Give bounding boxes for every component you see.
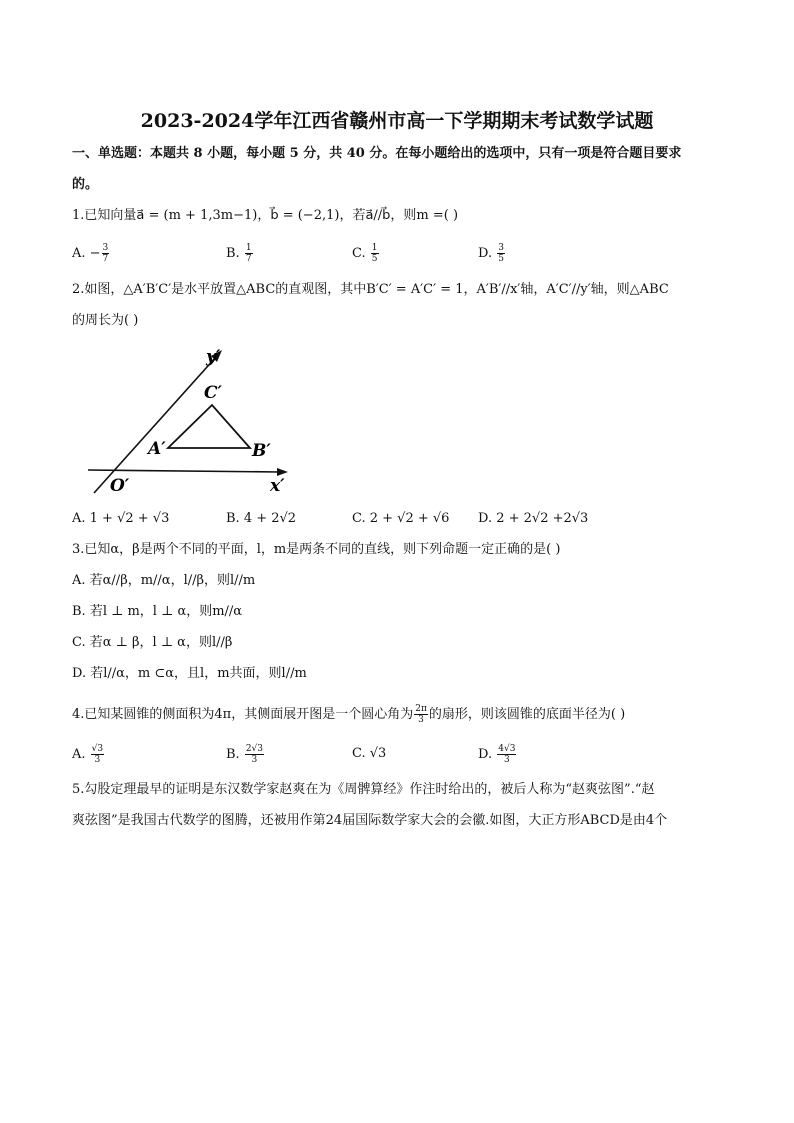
q2-option-d[interactable]: D. 2 + 2√2 +2√3 xyxy=(478,511,589,526)
q4-angle-fraction: $\frac{2\pi}{3}$ xyxy=(415,704,427,725)
q1-option-d[interactable] xyxy=(478,243,506,264)
q4-option-d-label: D. xyxy=(478,747,493,762)
vertex-c-label: C′ xyxy=(204,383,223,403)
page-title: 2023-2024学年江西省赣州市高一下学期期末考试数学试题 xyxy=(140,110,654,132)
q2-stem-line2: 的周长为( ) xyxy=(72,313,139,328)
q1-option-b[interactable] xyxy=(226,243,254,264)
q1-option-c[interactable] xyxy=(352,243,380,264)
origin-label: O′ xyxy=(110,476,130,496)
x-axis-label: x′ xyxy=(270,476,285,496)
q4-option-a[interactable] xyxy=(72,744,105,765)
q4-option-c[interactable]: C. √3 xyxy=(352,746,387,761)
q4-option-d[interactable] xyxy=(478,744,517,765)
y-axis-label: y′ xyxy=(206,347,221,367)
q2-option-a[interactable]: A. 1 + √2 + √3 xyxy=(72,511,170,526)
q3-option-d[interactable]: D. 若l//α，m ⊂α，且l，m共面，则l//m xyxy=(72,666,307,681)
q4-option-d-fraction: $\frac{4√3}{3}$ xyxy=(498,744,516,765)
q4-option-b-fraction: $\frac{2√3}{3}$ xyxy=(245,744,264,765)
q3-option-b[interactable]: B. 若l ⊥ m，l ⊥ α，则m//α xyxy=(72,604,243,619)
q4-stem-post: 的扇形，则该圆锥的底面半径为( ) xyxy=(428,707,626,722)
q1-option-a-label: A. − xyxy=(72,246,101,261)
q4-option-a-label: A. xyxy=(72,747,86,762)
q3-option-a[interactable]: A. 若α//β，m//α，l//β，则l//m xyxy=(72,573,256,588)
q1-option-d-label: D. xyxy=(478,246,493,261)
q3-stem: 3.已知α，β是两个不同的平面，l，m是两条不同的直线，则下列命题一定正确的是( ) xyxy=(72,542,561,557)
vertex-b-label: B′ xyxy=(252,441,271,461)
vertex-a-label: A′ xyxy=(148,439,166,459)
q1-option-a-fraction: $\frac{3}{7}$ xyxy=(102,243,109,264)
q1-stem: 1.已知向量a⃗ = (m + 1,3m−1)，b⃗ = (−2,1)，若a⃗//b⃗，则m =( ) xyxy=(72,208,459,223)
y-axis-line xyxy=(94,357,216,493)
q5-stem-line1: 5.勾股定理最早的证明是东汉数学家赵爽在为《周髀算经》作注时给出的，被后人称为“赵爽弦图”.“赵 xyxy=(72,782,655,797)
q4-option-b-label: B. xyxy=(226,747,240,762)
triangle-abc xyxy=(168,405,250,448)
q4-stem xyxy=(72,704,625,725)
q4-option-a-fraction: $\frac{√3}{3}$ xyxy=(91,744,104,765)
q4-option-b[interactable] xyxy=(226,744,265,765)
q1-option-d-fraction: $\frac{3}{5}$ xyxy=(498,243,504,264)
q2-option-c[interactable]: C. 2 + √2 + √6 xyxy=(352,511,450,526)
q5-stem-line2: 爽弦图”是我国古代数学的图腾，还被用作第24届国际数学家大会的会徽.如图，大正方形ABCD是由4个 xyxy=(72,813,668,828)
x-axis-line xyxy=(88,470,280,472)
section-heading-line1: 一、单选题：本题共 8 小题，每小题 5 分，共 40 分。在每小题给出的选项中，只有一项是符合题目要求 xyxy=(72,146,682,161)
q1-option-b-label: B. xyxy=(226,246,240,261)
section-heading-line2: 的。 xyxy=(72,177,99,192)
q2-option-b[interactable]: B. 4 + 2√2 xyxy=(226,511,297,526)
q3-option-c[interactable]: C. 若α ⊥ β，l ⊥ α，则l//β xyxy=(72,635,233,650)
q2-figure xyxy=(72,335,302,505)
q1-option-c-fraction: $\frac{1}{5}$ xyxy=(371,243,378,264)
q1-option-c-label: C. xyxy=(352,246,366,261)
q2-stem-line1: 2.如图，△A′B′C′是水平放置△ABC的直观图，其中B′C′ = A′C′ = 1，A′B′//x′轴，A′C′//y′轴，则△ABC xyxy=(72,282,669,297)
q4-stem-pre: 4.已知某圆锥的侧面积为4π，其侧面展开图是一个圆心角为 xyxy=(72,707,414,722)
x-axis-arrow-icon xyxy=(277,468,288,476)
q1-option-b-fraction: $\frac{1}{7}$ xyxy=(245,243,252,264)
q1-option-a[interactable] xyxy=(72,243,110,264)
